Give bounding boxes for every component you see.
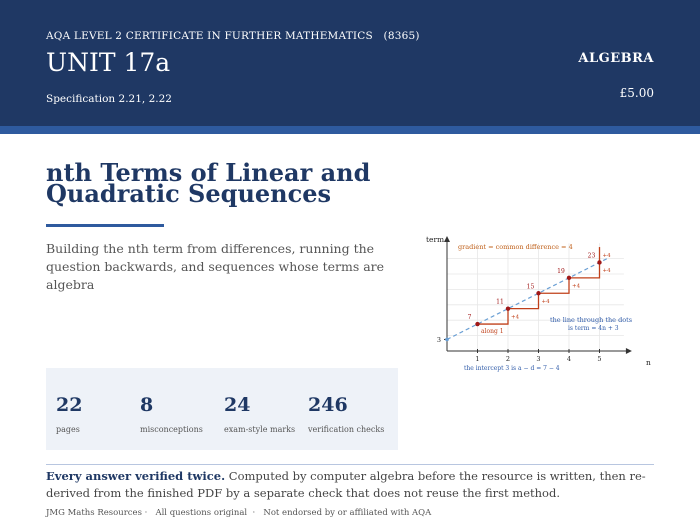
- step-label: +4: [572, 283, 581, 290]
- stat-value: 246: [308, 394, 348, 416]
- data-label: 19: [557, 267, 565, 275]
- footer: JMG Maths Resources · All questions original · Not endorsed by or affiliated with AQA: [46, 508, 432, 518]
- x-tick-label: 1: [475, 355, 480, 363]
- data-point: [567, 276, 571, 280]
- x-axis-arrow: [626, 348, 632, 354]
- certificate-name: AQA LEVEL 2 CERTIFICATE IN FURTHER MATHEMATICS: [46, 30, 373, 42]
- data-point: [506, 306, 510, 310]
- stat-label: verification checks: [308, 425, 385, 434]
- title-underline: [46, 224, 164, 227]
- verification-body: Computed by computer algebra before the resource is written, then re-derived from the finished PDF by a separate check that does not reuse the first method.: [46, 469, 646, 500]
- data-label: 15: [526, 283, 535, 291]
- stat-value: 8: [140, 394, 154, 416]
- page-subtitle: Building the nth term from differences, running the question backwards, and sequences whose terms are algebra: [46, 241, 385, 292]
- stat-label: pages: [56, 425, 80, 434]
- footer-original: All questions original: [155, 508, 248, 518]
- data-point: [536, 291, 540, 295]
- x-tick-label: 4: [566, 355, 572, 363]
- data-label: 11: [496, 298, 504, 306]
- y-tick-label: 3: [436, 335, 442, 344]
- data-label: 23: [587, 252, 596, 260]
- footer-publisher: JMG Maths Resources: [46, 508, 142, 518]
- unit-title: UNIT 17a: [46, 48, 171, 77]
- subject-label: ALGEBRA: [578, 51, 654, 66]
- verification-heading: Every answer verified twice.: [46, 469, 226, 483]
- specification: Specification 2.21, 2.22: [46, 93, 172, 105]
- verification-note: [46, 468, 658, 502]
- header-accent-bar: [0, 126, 700, 134]
- y-axis-label: term: [426, 235, 445, 244]
- x-tick-label: 3: [536, 355, 541, 363]
- data-label: 7: [467, 314, 472, 322]
- header-banner: [0, 0, 700, 126]
- data-point: [475, 322, 479, 326]
- step-label: +4: [541, 298, 550, 305]
- gradient-annotation: gradient = common difference = 4: [458, 243, 573, 251]
- x-tick-label: 2: [505, 355, 511, 363]
- line-annotation: the line through the dots: [550, 316, 633, 324]
- intercept-annotation: the intercept 3 is a − d = 7 − 4: [464, 365, 560, 372]
- stat-value: 24: [224, 394, 251, 416]
- x-axis-label: n: [646, 358, 651, 367]
- certificate-code: (8365): [383, 30, 420, 42]
- along-annotation: along 1: [481, 328, 504, 335]
- stat-label: misconceptions: [140, 425, 203, 434]
- x-tick-label: 5: [597, 355, 602, 363]
- stats-panel: [46, 368, 398, 450]
- sequence-chart: [420, 232, 660, 377]
- step-label: +4: [511, 314, 520, 321]
- page-title: nth Terms of Linear and Quadratic Sequences: [46, 158, 371, 208]
- step-label: +4: [602, 268, 611, 275]
- stat-value: 22: [56, 394, 83, 416]
- y-axis-arrow: [444, 236, 450, 242]
- verification-divider: [46, 464, 654, 465]
- line-annotation: is term = 4n + 3: [568, 325, 619, 332]
- footer-disclaimer: Not endorsed by or affiliated with AQA: [263, 508, 432, 518]
- stat-misconceptions: [140, 394, 203, 434]
- stat-label: exam-style marks: [224, 425, 296, 434]
- stat-exam-marks: [224, 394, 295, 434]
- price: £5.00: [619, 86, 654, 100]
- intercept-point: [445, 338, 449, 342]
- certificate-line: [46, 30, 420, 42]
- data-point: [597, 260, 601, 264]
- step-label: +4: [602, 252, 611, 259]
- stat-pages: [56, 394, 82, 434]
- stat-verification-checks: [308, 394, 384, 434]
